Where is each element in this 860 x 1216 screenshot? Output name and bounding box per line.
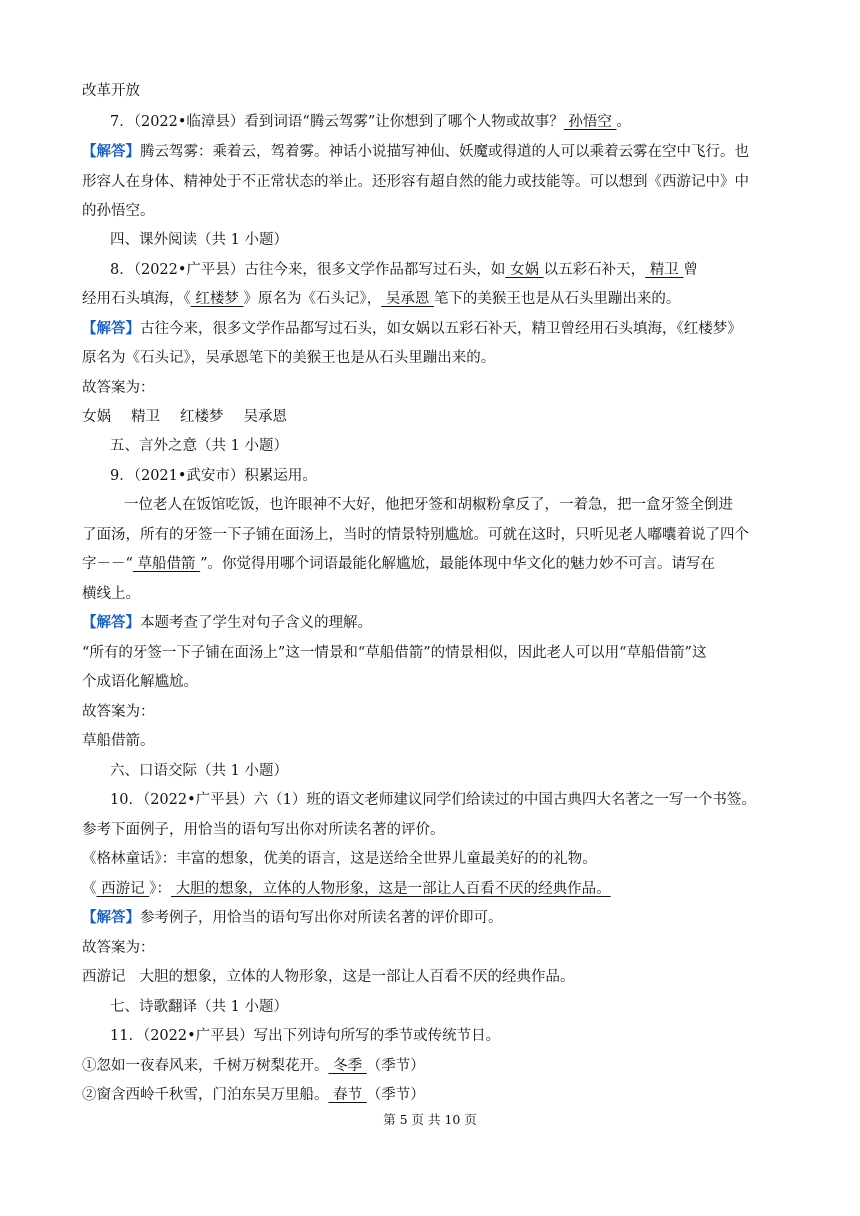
answer-blank: 吴承恩 [381,291,434,307]
question-9-blank-line [82,554,778,574]
solution-tag: 【解答】 [82,143,140,160]
solution-text: 本题考查了学生对句子含义的理解。 [140,615,372,631]
question-11-item-1 [82,1056,778,1076]
answer-blank: 大胆的想象，立体的人物形象，这是一部让人百看不厌的经典作品。 [170,881,611,897]
solution-9 [82,613,778,633]
question-7 [110,112,778,132]
question-text: 《 [82,881,97,897]
text-line: 形容人在身体、精神处于不正常状态的举止。还形容有超自然的能力或技能等。可以想到《西游记中》中 [82,174,749,190]
text-line: 故答案为： [82,940,155,956]
answer-blank: 孙悟空 [563,114,617,130]
answer-blank: 精卫 [645,262,684,278]
answer-item: 女娲 [82,409,111,425]
solution-text: 参考例子，用恰当的语句写出你对所读名著的评价即可。 [140,910,503,926]
answer-blank: 春节 [328,1087,367,1103]
answer-item: 红楼梦 [180,409,224,425]
question-11: 11．（2022•广平县）写出下列诗句所写的季节或传统节日。 [110,1028,501,1044]
answer-blank: 草船借箭 [132,556,201,572]
question-text: 字－－“ [82,556,133,572]
section-heading: 五、言外之意（共 1 小题） [110,438,288,454]
question-text: 曾 [683,262,698,278]
section-heading: 六、口语交际（共 1 小题） [110,763,288,779]
question-text: 7．（2022•临漳县）看到词语“腾云驾雾”让你想到了哪个人物或故事？ [110,114,564,130]
answer-blank: 西游记 [96,881,150,897]
question-10-blank-line [82,879,778,899]
solution-10 [82,908,778,928]
answer-line [82,967,778,987]
question-text: （季节） [366,1058,425,1074]
answer-item: 西游记 [82,969,126,985]
solution-tag: 【解答】 [82,614,140,631]
question-text: （季节） [366,1087,425,1103]
answer-item: 吴承恩 [243,409,287,425]
answer-item: 大胆的想象，立体的人物形象，这是一部让人百看不厌的经典作品。 [139,969,575,985]
solution-tag: 【解答】 [82,909,140,926]
text-line: 的孙悟空。 [82,203,155,219]
text-line: 《格林童话》：丰富的想象，优美的语言，这是送给全世界儿童最美好的的礼物。 [82,851,597,867]
answer-item: 精卫 [131,409,160,425]
question-text: 》： [149,881,171,897]
question-text: 笔下的美猴王也是从石头里蹦出来的。 [433,291,681,307]
question-text: 经用石头填海，《 [82,291,191,307]
solution-8 [82,319,778,339]
question-8-cont [82,289,778,309]
question-11-item-2 [82,1085,778,1105]
answer-blank: 冬季 [328,1058,367,1074]
text-line: 故答案为： [82,704,155,720]
solution-7 [82,142,778,162]
question-10: 10．（2022•广平县）六（1）班的语文老师建议同学们给读过的中国古典四大名著之一写一个书签。 [110,792,756,808]
question-text: 》原名为《石头记》， [243,291,382,307]
question-text: 。 [616,114,631,130]
question-text: 8．（2022•广平县）古往今来，很多文学作品都写过石头，如 [110,262,506,278]
solution-text: 腾云驾雾：乘着云，驾着雾。神话小说描写神仙、妖魔或得道的人可以乘着云雾在空中飞行。也 [140,144,749,160]
text-line: “所有的牙签一下子铺在面汤上”这一情景和“草船借箭”的情景相似，因此老人可以用“草船借箭”这 [82,645,707,661]
text-line: 参考下面例子，用恰当的语句写出你对所读名著的评价。 [82,822,445,838]
text-line: 横线上。 [82,586,140,602]
section-heading: 七、诗歌翻译（共 1 小题） [110,999,288,1015]
text-line: 故答案为： [82,380,155,396]
answer-blank: 红楼梦 [190,291,244,307]
text-line: 一位老人在饭馆吃饭，也许眼神不大好，他把牙签和胡椒粉拿反了，一着急，把一盒牙签全倒进 [124,497,733,513]
answer-blank: 女娲 [505,262,544,278]
page-footer: 第 5 页 共 10 页 [383,1112,477,1127]
question-text: ②窗含西岭千秋雪，门泊东吴万里船。 [82,1087,329,1103]
answer-list [82,407,778,427]
question-9: 9．（2021•武安市）积累运用。 [110,468,317,484]
question-8 [110,260,778,280]
text-line: 草船借箭。 [82,733,155,749]
text-line: 个成语化解尴尬。 [82,674,198,690]
text-line: 原名为《石头记》，吴承恩笔下的美猴王也是从石头里蹦出来的。 [82,350,496,366]
text-line: 了面汤，所有的牙签一下子铺在面汤上，当时的情景特别尴尬。可就在这时，只听见老人嘟囔着说了四个 [82,527,749,543]
text-line: 改革开放 [82,83,140,99]
solution-tag: 【解答】 [82,320,140,337]
question-text: 以五彩石补天， [543,262,646,278]
section-heading: 四、课外阅读（共 1 小题） [110,232,288,248]
solution-text: 古往今来，很多文学作品都写过石头，如女娲以五彩石补天，精卫曾经用石头填海，《红楼梦》 [140,321,742,337]
question-text: ①忽如一夜春风来，千树万树梨花开。 [82,1058,329,1074]
question-text: ”。你觉得用哪个词语最能化解尴尬，最能体现中华文化的魅力妙不可言。请写在 [200,556,716,572]
